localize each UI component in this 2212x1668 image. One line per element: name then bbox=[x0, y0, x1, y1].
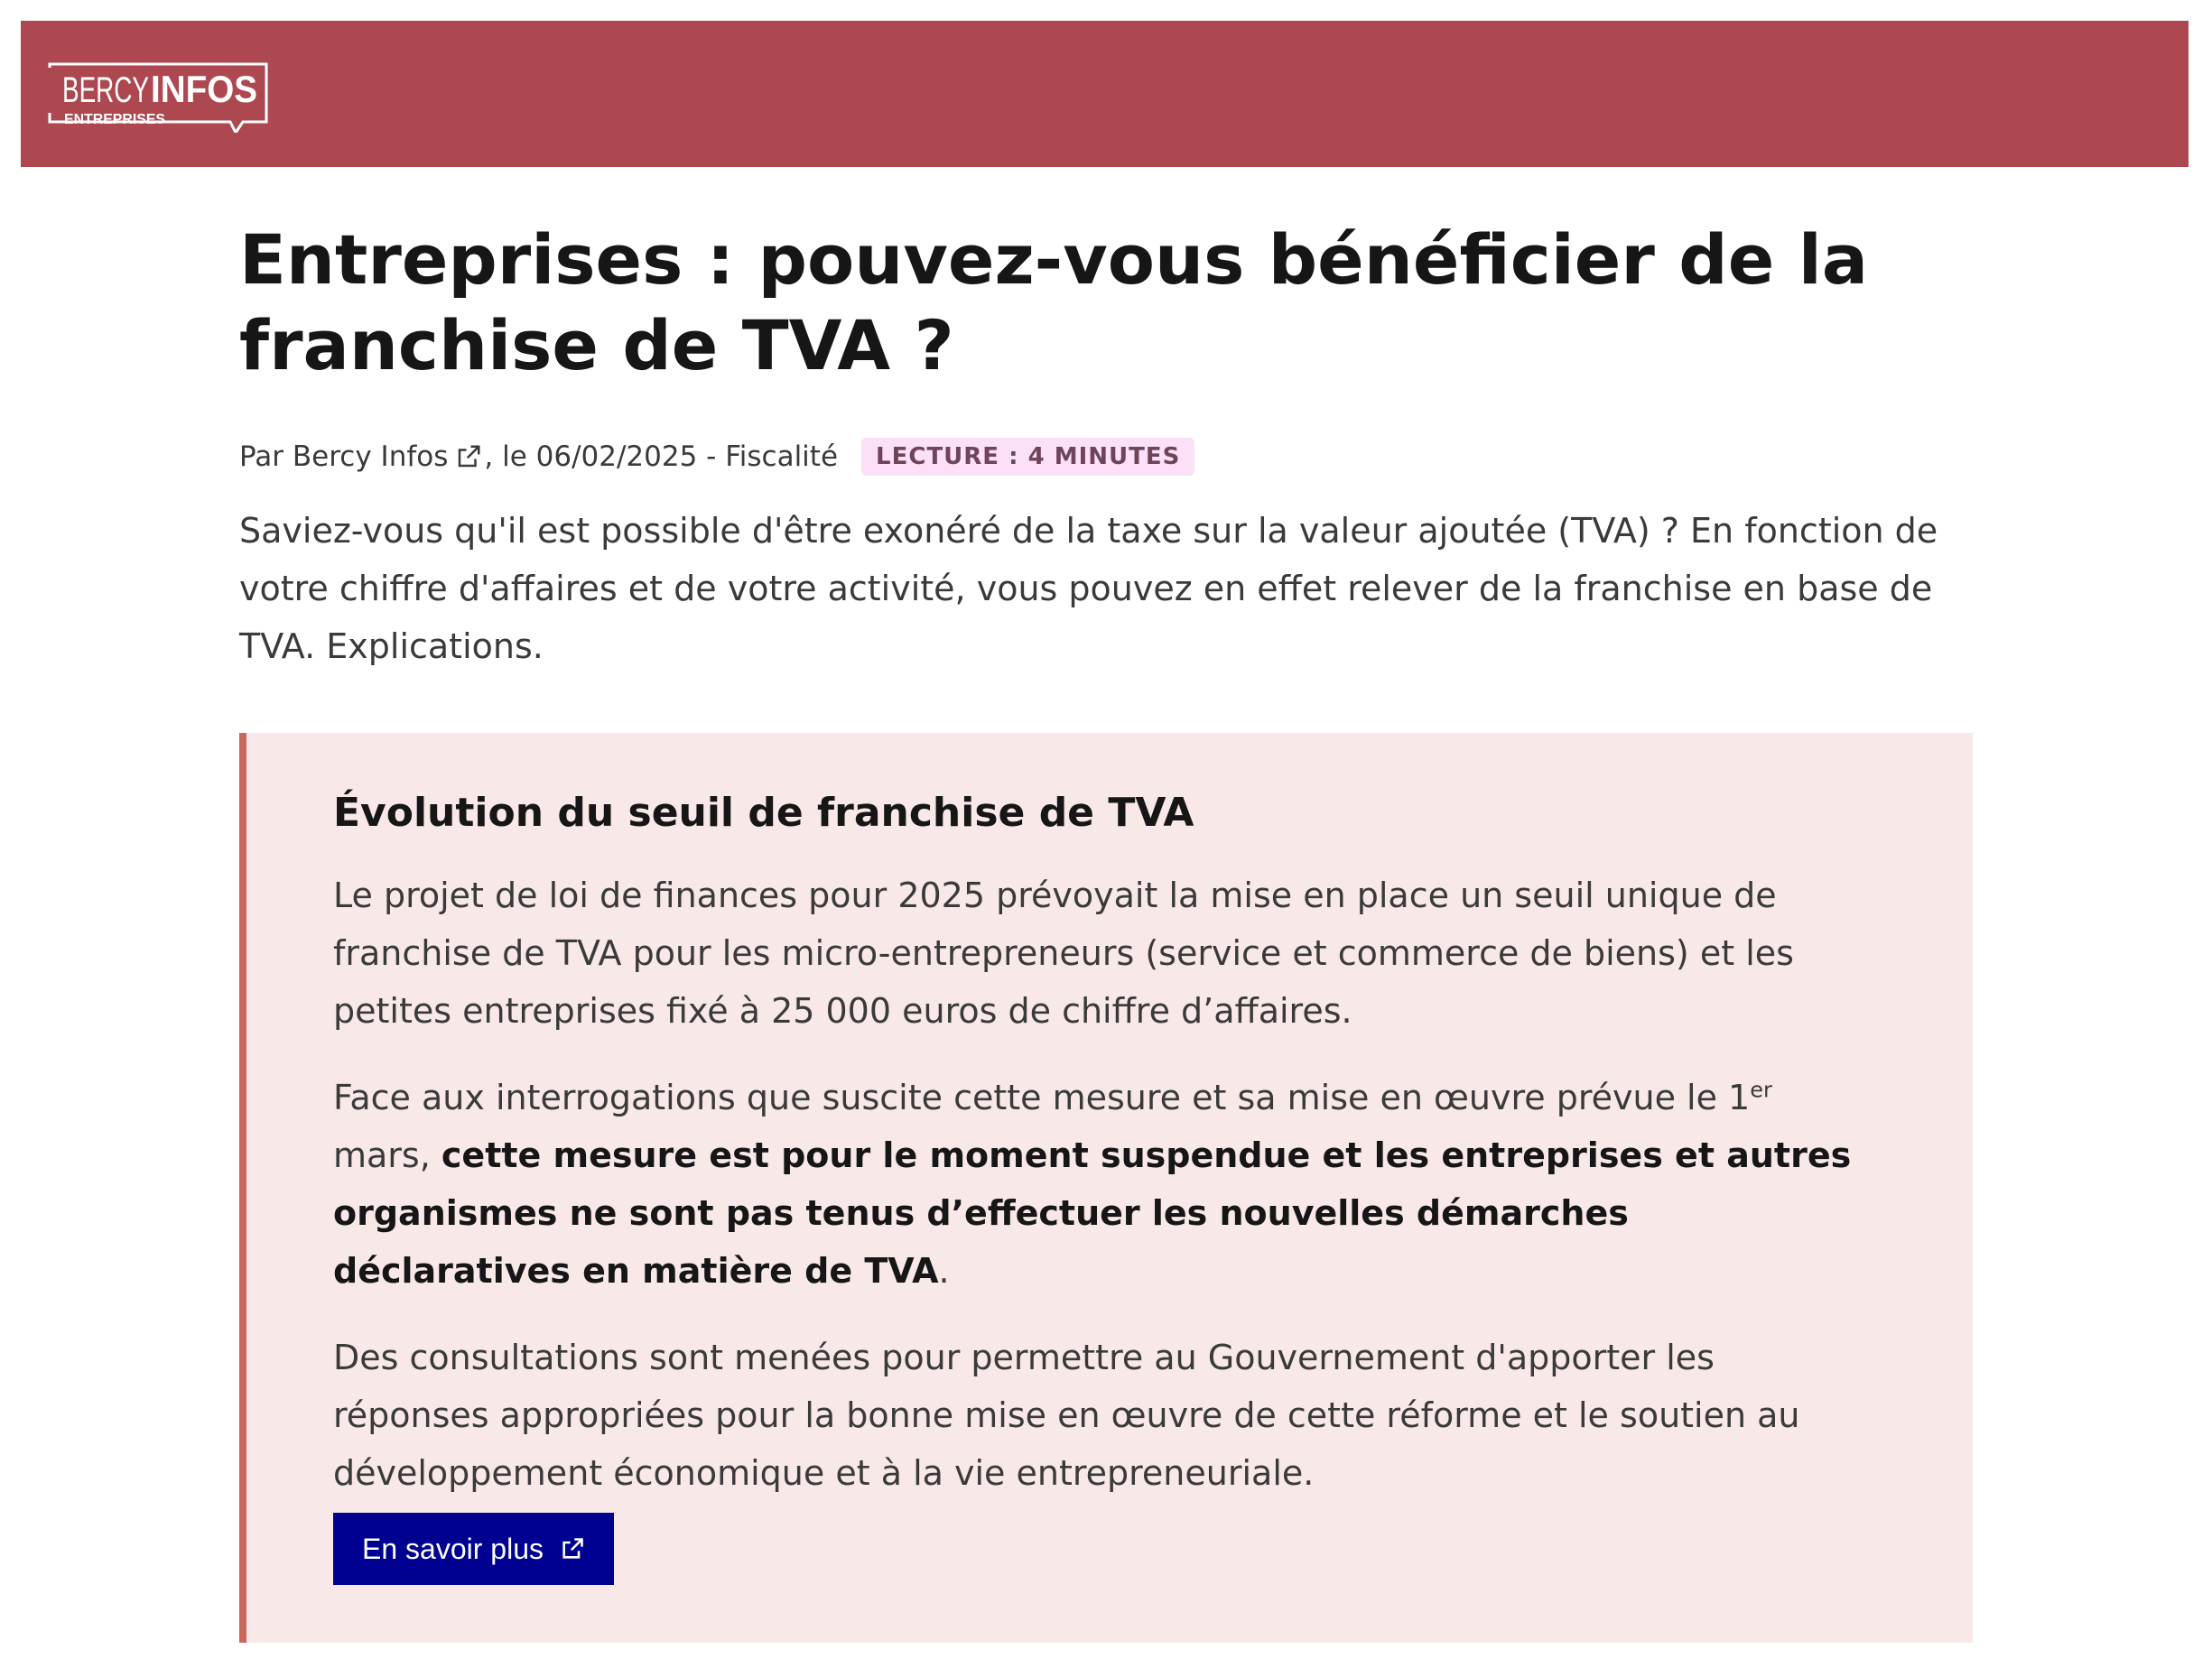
article-header bbox=[239, 217, 1973, 675]
article-intro: Saviez-vous qu'il est possible d'être exonéré de la taxe sur la valeur ajoutée (TVA) ? En fonction de votre chiffre d'affaires et de votre activité, vous pouvez en effet relever de la franchise en base de TVA. Explications. bbox=[239, 511, 1938, 666]
callout-title: Évolution du seuil de franchise de TVA bbox=[333, 790, 1194, 836]
site-header bbox=[21, 21, 2189, 167]
callout-paragraph-3: Des consultations sont menées pour permettre au Gouvernement d'apporter les réponses appropriées pour la bonne mise en œuvre de cette réforme et le soutien au développement économique et à la vie entrepreneuriale. bbox=[333, 1338, 1800, 1493]
callout-box bbox=[239, 733, 1973, 1643]
page-title: Entreprises : pouvez-vous bénéficier de la franchise de TVA ? bbox=[239, 219, 1869, 385]
author-link[interactable] bbox=[293, 440, 448, 473]
callout-p2-superscript: er bbox=[1750, 1077, 1772, 1103]
logo-word-bercy: BERCY bbox=[62, 70, 149, 110]
callout-p2-bold: cette mesure est pour le moment suspendue et les entreprises et autres organismes ne sont pas tenus d’effectuer les nouvelles démarches déclaratives en matière de TVA bbox=[333, 1135, 1852, 1291]
author-prefix: Par bbox=[239, 440, 293, 473]
learn-more-label: En savoir plus bbox=[362, 1532, 544, 1565]
reading-time-badge: LECTURE : 4 MINUTES bbox=[861, 438, 1194, 476]
author-name: Bercy Infos bbox=[292, 440, 449, 473]
callout-p2-start: Face aux interrogations que suscite cette mesure et sa mise en œuvre prévue le 1 bbox=[333, 1078, 1751, 1117]
publish-date-category: , le 06/02/2025 - Fiscalité bbox=[484, 440, 839, 473]
external-link-icon bbox=[560, 1536, 585, 1561]
callout-paragraph-2 bbox=[333, 1069, 1868, 1300]
bercy-infos-logo[interactable] bbox=[42, 42, 273, 133]
logo-mark bbox=[42, 42, 273, 133]
callout-content bbox=[333, 787, 1868, 1502]
external-link-icon[interactable] bbox=[455, 443, 482, 470]
article-meta bbox=[239, 435, 1973, 478]
callout-p2-mid: mars, bbox=[333, 1078, 1783, 1175]
logo-word-infos: INFOS bbox=[151, 68, 257, 110]
logo-word-entreprises: ENTREPRISES bbox=[64, 112, 166, 127]
callout-paragraph-1: Le projet de loi de finances pour 2025 prévoyait la mise en place un seuil unique de franchise de TVA pour les micro-entrepreneurs (service et commerce de biens) et les petites entreprises fixé à 25 000 euros de chiffre d’affaires. bbox=[333, 876, 1794, 1031]
callout-p2-end: . bbox=[938, 1251, 950, 1291]
learn-more-button[interactable] bbox=[333, 1513, 614, 1585]
